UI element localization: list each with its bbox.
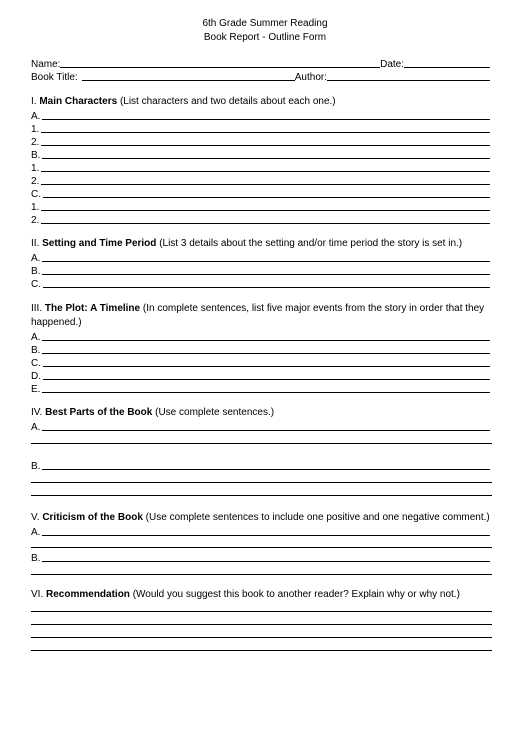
answer-field[interactable] — [42, 430, 490, 431]
answer-field[interactable] — [31, 547, 492, 548]
form-subtitle: Book Report - Outline Form — [203, 32, 327, 43]
answer-field[interactable] — [42, 274, 490, 275]
title-author-row — [31, 70, 490, 83]
answer-line: B. — [31, 343, 490, 356]
date-field[interactable] — [404, 67, 490, 68]
answer-line: 2. — [31, 135, 490, 148]
answer-field[interactable] — [31, 574, 492, 575]
answer-field[interactable] — [42, 561, 490, 562]
answer-field[interactable] — [31, 495, 492, 496]
answer-line: B. — [31, 551, 490, 564]
date-label: Date: — [380, 59, 404, 70]
section-recommendation-heading: VI. Recommendation (Would you suggest this book to another reader? Explain why or why not.) — [31, 589, 460, 600]
answer-field[interactable] — [42, 119, 490, 120]
answer-line: C. — [31, 356, 490, 369]
answer-field[interactable] — [42, 353, 490, 354]
answer-line: 1. — [31, 200, 490, 213]
answer-line: E. — [31, 382, 490, 395]
answer-field[interactable] — [42, 469, 490, 470]
answer-field[interactable] — [31, 443, 492, 444]
answer-line: B. — [31, 264, 490, 277]
answer-field[interactable] — [41, 210, 490, 211]
name-date-row — [31, 57, 490, 70]
answer-field[interactable] — [43, 366, 490, 367]
section-title: Setting and Time Period — [42, 238, 157, 249]
book-title-field[interactable] — [82, 80, 295, 81]
author-field[interactable] — [327, 80, 490, 81]
section-title: The Plot: A Timeline — [44, 303, 141, 314]
answer-line: B. — [31, 148, 490, 161]
answer-field[interactable] — [43, 197, 490, 198]
form-title: 6th Grade Summer Reading — [202, 18, 328, 29]
answer-field[interactable] — [42, 158, 490, 159]
name-field[interactable] — [60, 67, 380, 68]
answer-field[interactable] — [43, 379, 490, 380]
answer-field[interactable] — [42, 535, 490, 536]
answer-line: C. — [31, 277, 490, 290]
answer-line: B. — [31, 459, 490, 472]
section-setting-heading: II. Setting and Time Period (List 3 details about the setting and/or time period the story is set in.) — [31, 238, 463, 249]
answer-field[interactable] — [31, 650, 492, 651]
answer-line: A. — [31, 330, 490, 343]
answer-field[interactable] — [42, 340, 490, 341]
answer-field[interactable] — [31, 637, 492, 638]
author-label: Author: — [294, 72, 327, 83]
answer-field[interactable] — [41, 171, 490, 172]
name-label: Name: — [31, 59, 61, 70]
section-title: Best Parts of the Book — [45, 407, 153, 418]
answer-line: D. — [31, 369, 490, 382]
answer-line: A. — [31, 251, 490, 264]
answer-line: A. — [31, 109, 490, 122]
answer-field[interactable] — [41, 223, 490, 224]
answer-line: A. — [31, 525, 490, 538]
section-title: Main Characters — [39, 96, 118, 107]
section-main-characters-heading: I. Main Characters (List characters and two details about each one.) — [31, 96, 336, 107]
answer-field[interactable] — [42, 392, 490, 393]
answer-field[interactable] — [41, 145, 490, 146]
answer-field[interactable] — [43, 287, 490, 288]
answer-field[interactable] — [41, 132, 490, 133]
section-best-parts-heading: IV. Best Parts of the Book (Use complete sentences.) — [31, 407, 275, 418]
answer-field[interactable] — [41, 184, 490, 185]
answer-line: C. — [31, 187, 490, 200]
section-title: Criticism of the Book — [42, 512, 143, 523]
answer-field[interactable] — [31, 611, 492, 612]
section-title: Recommendation — [46, 589, 130, 600]
answer-line: 1. — [31, 161, 490, 174]
section-criticism-heading: V. Criticism of the Book (Use complete sentences to include one positive and one negative comment.) — [31, 512, 490, 523]
answer-line: 2. — [31, 174, 490, 187]
answer-field[interactable] — [31, 624, 492, 625]
answer-line: 2. — [31, 213, 490, 226]
section-plot-heading: III. The Plot: A Timeline (In complete sentences, list five major events from the story in order that they happened.) — [31, 303, 485, 328]
answer-field[interactable] — [42, 261, 490, 262]
answer-line: 1. — [31, 122, 490, 135]
book-title-label: Book Title: — [31, 72, 78, 83]
answer-line: A. — [31, 420, 490, 433]
answer-field[interactable] — [31, 482, 492, 483]
